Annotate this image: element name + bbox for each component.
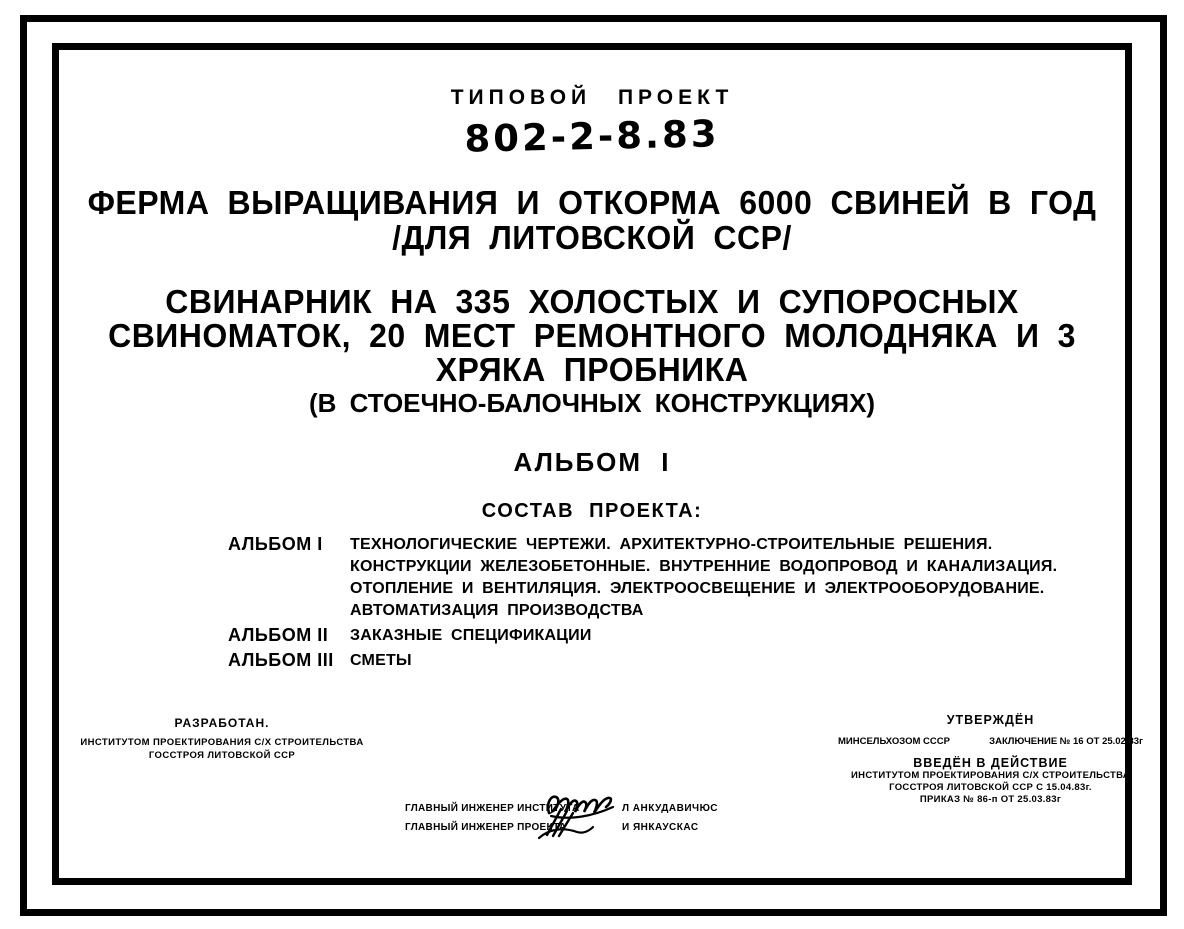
developed-institute: ИНСТИТУТОМ ПРОЕКТИРОВАНИЯ С/Х СТРОИТЕЛЬСТВА <box>80 737 364 748</box>
developed-by-block <box>62 716 382 762</box>
album-heading: АЛЬБОМ I <box>513 447 671 477</box>
order-reference: ПРИКАЗ № 86-п ОТ 25.03.83г <box>919 794 1062 805</box>
album3-label: АЛЬБОМ III <box>228 650 334 670</box>
album2-contents-line1: ЗАКАЗНЫЕ СПЕЦИФИКАЦИИ <box>350 627 592 644</box>
effective-date-line: ГОССТРОЯ ЛИТОВСКОЙ ССР С 15.04.83г. <box>889 782 1092 793</box>
album3-contents-line1: СМЕТЫ <box>350 652 412 669</box>
album1-label: АЛЬБОМ I <box>228 534 323 554</box>
approval-line <box>838 736 1143 747</box>
composition-list <box>228 534 1058 675</box>
signature-name: Л АНКУДАВИЧЮС <box>622 803 718 814</box>
conclusion-reference: ЗАКЛЮЧЕНИЕ № 16 ОТ 25.02.83г <box>989 736 1143 747</box>
album1-contents-line4: АВТОМАТИЗАЦИЯ ПРОИЗВОДСТВА <box>350 602 644 619</box>
signatures-block <box>405 799 718 837</box>
developed-heading: РАЗРАБОТАН. <box>174 716 270 730</box>
effective-heading: ВВЕДЁН В ДЕЙСТВИЕ <box>913 756 1068 770</box>
doc-type-heading: ТИПОВОЙ ПРОЕКТ <box>450 86 734 109</box>
composition-item-album2 <box>228 625 958 647</box>
composition-item-album3 <box>228 650 958 672</box>
album1-contents-line3: ОТОПЛЕНИЕ И ВЕНТИЛЯЦИЯ. ЭЛЕКТРООСВЕЩЕНИЕ И ЭЛЕКТРООБОРУДОВАНИЕ. <box>350 580 1045 597</box>
album1-contents-line1: ТЕХНОЛОГИЧЕСКИЕ ЧЕРТЕЖИ. АРХИТЕКТУРНО-СТРОИТЕЛЬНЫЕ РЕШЕНИЯ. <box>350 536 993 553</box>
album3-contents <box>350 650 958 672</box>
effective-institute: ИНСТИТУТОМ ПРОЕКТИРОВАНИЯ С/Х СТРОИТЕЛЬСТВА <box>851 770 1130 781</box>
approver-name: МИНСЕЛЬХОЗОМ СССР <box>838 736 950 747</box>
developed-gosstroy: ГОССТРОЯ ЛИТОВСКОЙ ССР <box>148 750 296 761</box>
signature-row-chief-engineer-institute <box>405 799 718 818</box>
signature-name: И ЯНКАУСКАС <box>622 822 699 833</box>
composition-heading: СОСТАВ ПРОЕКТА: <box>481 500 703 522</box>
main-title-line1: ФЕРМА ВЫРАЩИВАНИЯ И ОТКОРМА 6000 СВИНЕЙ В ГОД <box>87 184 1097 221</box>
signature-role: ГЛАВНЫЙ ИНЖЕНЕР ПРОЕКТА <box>405 822 567 833</box>
project-number: 802-2-8.83 <box>464 112 720 161</box>
album1-contents <box>350 534 1057 622</box>
approved-block <box>838 713 1143 806</box>
main-title-line2: /ДЛЯ ЛИТОВСКОЙ ССР/ <box>392 219 792 256</box>
composition-item-album1 <box>228 534 1058 622</box>
album2-contents <box>350 625 958 647</box>
signature-row-chief-engineer-project <box>405 818 705 837</box>
subtitle-note: (В СТОЕЧНО-БАЛОЧНЫХ КОНСТРУКЦИЯХ) <box>308 388 876 418</box>
subtitle-line3: ХРЯКА ПРОБНИКА <box>435 351 749 388</box>
album1-contents-line2: КОНСТРУКЦИИ ЖЕЛЕЗОБЕТОННЫЕ. ВНУТРЕННИЕ ВОДОПРОВОД И КАНАЛИЗАЦИЯ. <box>350 558 1058 575</box>
subtitle-line1: СВИНАРНИК НА 335 ХОЛОСТЫХ И СУПОРОСНЫХ <box>165 283 1019 320</box>
signature-role: ГЛАВНЫЙ ИНЖЕНЕР ИНСТИТУТА <box>405 803 580 814</box>
subtitle-line2: СВИНОМАТОК, 20 МЕСТ РЕМОНТНОГО МОЛОДНЯКА И 3 <box>108 317 1076 354</box>
approved-heading: УТВЕРЖДЁН <box>946 713 1035 727</box>
album2-label: АЛЬБОМ II <box>228 625 329 645</box>
